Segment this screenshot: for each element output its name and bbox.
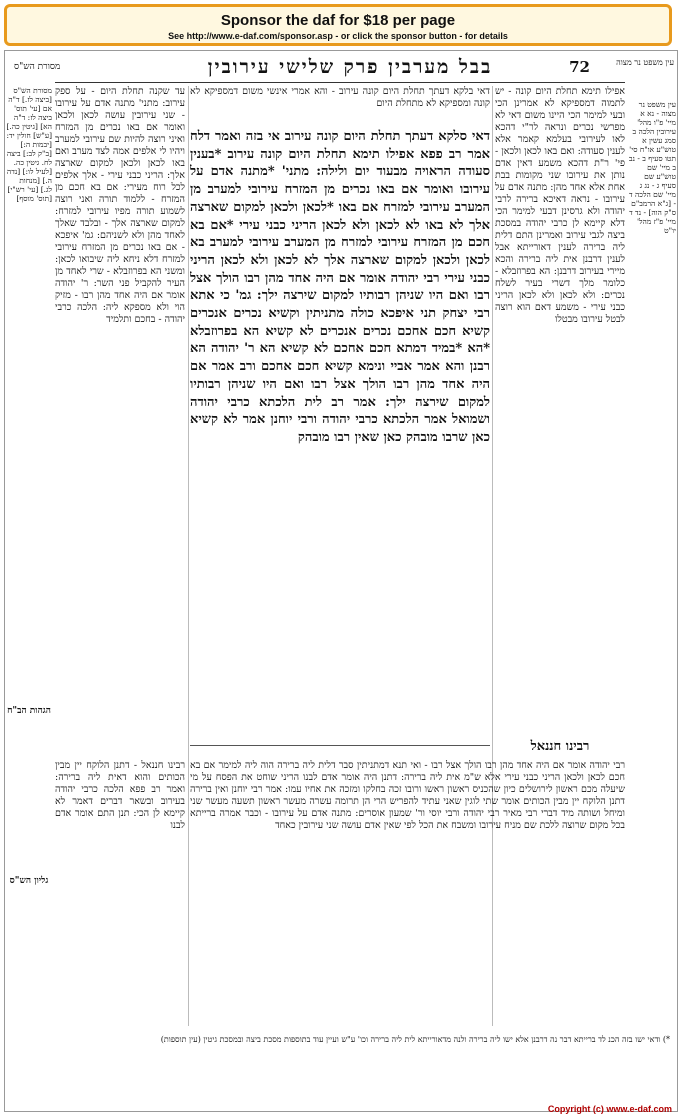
header-rule [55, 82, 625, 83]
rashi-commentary: עד שקנה תחלת היום - על ספק עירוב: מתני' מתנה אדם על עירובו - שני עירובין עושה לכאן ולכאן ואומר אם באו נכרים מן המזרח ואיני רוצה להיות שם עירובי למערב ויהיו לי אלפים אמה לצד מערב ואם באו לכאן ולכאן למקום שארצה אלך: הריני כבני עירי - אלך אלפים לכל רוח מעירי: אם בא חכם מן המזרח - ללמוד תורה ואני רוצה לשמוע תורה מפיו עירובי למזרח: למקום שארצה אלך - ובלבד שאלך לאחד מהן ולא לשניהם: גמ' איפכא - אם באו נכרים מן המזרח עירובי למזרח דלא ניחא ליה שיבואו לכאן: ומשני הא בפרוזבלא - שרי לאחד מן העיר להקביל פני השר: ר' יהודה אומר אם היה אחד מהן רבו - מזיק הוי ולא מספקא ליה: הלכה כרבי יהודה - בחכם ותלמיד [55, 86, 185, 325]
page-header [0, 56, 680, 82]
rabbeinu-chananel-heading: רבינו חננאל [530, 739, 590, 754]
sponsor-title[interactable]: Sponsor the daf for $18 per page [220, 12, 456, 29]
masoret-hashas-margin: מסורת הש"ס [ביצה לז.] ד"ה אם [עי' תוס' ביצה לז: ד"ה הא] [גיטין כה.] [ע"ש] חולין יד: [יבמות ה:] [ב"ק לב:] ביצה לח. גיטין כה. [לעיל לו:] [נדה ה.] [מנחות לג.] [עי' רש"י] [תוס' מוסף] [6, 86, 52, 203]
section-separator [190, 745, 490, 746]
main-text-intro: דאי בלקא דעתך תחלת היום קונה עירוב - והא אמרי אינשי משום דמספיקא לא קונה ומספיקא לא מתחלת היום [190, 86, 490, 109]
gemara-text: דאי סלקא דעתך תחלת היום קונה עירוב אי בזה ואמר דלח אמר רב פפא אפילו תימא תחלת היום קונה עירוב *בענין סעודה הראויה מבעוד יום ולילה: מתני' *מתנה אדם על עירובו ואומר אם באו נכרים מן המזרח עירובי למערב מן המערב עירובי למזרח אם באו *לכאן ולכאן למקום שארצה אלך לא באו לא לכאן ולא לכאן הריני כבני עירי *אם בא חכם מן המזרח עירובי למזרח מן המערב עירובי למערב בא לכאן ולכאן למקום שארצה אלך לא לכאן ולא לכאן הריני כבני עירי רבי יהודה אומר אם היה אחד מהן רבו הולך אצל רבו ואם היו שניהן רבותיו למקום שירצה ילך: גמ' כי אתא רבי יצחק תני איפכא כולה מתניתין וקשיא נכרים אנכרים קשיא חכם אחכם נכרים אנכרים לא קשיא הא בפרוזבלא *הא *במיד דמתא חכם אחכם לא קשיא הא ר' יהודה הא רבנן והא אמר אביי ונימא קשיא חכם אחכם ורב אמר אם היה אחד מהן רבו הולך אצל רבו ואם היו שניהן רבותיו למקום שירצה ילך: אמר רב לית הלכתא כרבי יהודה ושמואל אמר הלכתא כרבי יהודה ורבי יוחנן אמר לא קשיא כאן שרבו מובהק כאן שאין רבו מובהק [190, 129, 490, 445]
gilyon-heading: גליון הש"ס [9, 876, 49, 886]
page-title: בבל מערבין פרק שלישי עירובין [207, 56, 493, 78]
hagahot-heading: הגהות הב"ח [7, 706, 51, 716]
ein-mishpat-label: עין משפט נר מצוה [616, 58, 674, 67]
lower-left-commentary: רבינו חננאל - דתנן הלוקח יין מבין הכותים והוא דאית ליה ברירה: ואמר רב פפא הלכה כרבי יהודה בעירוב ובשאר דברים דאמר לא קיימא לן הכי: תנן התם אומר אדם לבנו [55, 760, 185, 831]
page-number: 72 [569, 58, 590, 76]
ein-mishpat-margin: עין משפט נר מצוה - נא א מיי' פ"ו מהל' עירובין הלכה ב סמג עשין א טוש"ע או"ח סי' תטו סעיף ב - נב ב מיי' שם טוש"ע שם סעיף ג - נג ג מיי' שם הלכה ד - [ג"א הרמב"ם ס"ק הוה] - נד ד מיי' פ"ז מהל' יו"ט [628, 100, 676, 235]
lower-commentary: רבי יהודה אומר אם היה אחד מהן רבו הולך אצל רבו - ואי תנא דמתניתין סבר דלית ליה ברירה הוה ליה למימר אם בא חכם לכאן ולכאן הריני כבני עירי אלא ש"מ אית ליה ברירה: דתנן היה אומר אדם לבנו הריני שוחט את הפסח על מי שיעלה מכם ראשון לירושלים כיון שהכניס ראשון ראשו ורובו זכה בחלקו ומזכה את אחיו עמו: אמר רבי יוחנן ואין ברירה דתנן הלוקח יין מבין הכותים אומר שתי לוגין שאני עתיד להפריש הרי הן תרומה עשרה מעשר ראשון תשעה מעשר שני ומיחל ושותה מיד דברי רבי מאיר רבי יהודה ורבי יוסי ור' שמעון אוסרים: מתנה אדם על עירובו - וכבר אמרה ברייתא בכל מקום שרוצה ללכת שם מניח עירובו ומשבח את הכל לפי שאין אדם עושה שני עירובין כאחד [190, 760, 625, 831]
masoret-label: מסורת הש"ס [14, 62, 61, 72]
copyright-link[interactable]: Copyright (c) www.e-daf.com [547, 1104, 672, 1114]
footnote: *) ודאי ישו בזה הכנ לד ברייתא דבר נה דרבנן אלא ישו ליה ברירה ולנה מדאורייתא לית ליה ברירה וכו' ע"ש ועיין עוד בתוספות מסכת ביצה ובמסכת גיטין (עין תוספות) [160, 1035, 670, 1044]
column-divider [188, 86, 189, 1026]
tosafot-commentary: אפילו תימא תחלת היום קונה - יש לתמוה דמספיקא לא אמרינן הכי ובעי למימר הכי היינו משום דאי לא מפרשי נכרים ונראה לר"י דהכא לאו לעירובי בעלמא קאמר אלא לענין סעודה: ואם באו לכאן ולכאן - פי' ר"ת דהכא משמע דאין אדם נותן את עירובו שני מקומות בבת אחת אלא אחד מהן: מתנה אדם על עירובו - נראה דאיכא ברירה לרבי יהודה ולא גרסינן דבעי למימר הכי דלא קיימא לן כרבי יהודה במסכת ביצה לגבי עירוב ואמרינן התם דלית ליה ברירה לענין דאורייתא אבל לענין דרבנן אית ליה ברירה והכא מיירי בעירוב דרבנן: הא בפרוזבלא - כלומר מלך דשרי בעיר לשלח נכרים: ולא לכאן ולא לכאן הריני כבני עירי - משמע דאם הוא רוצה לבטל עירובו מבטלו [495, 86, 625, 325]
sponsor-subtitle[interactable]: See http://www.e-daf.com/sponsor.asp - or click the sponsor button - for details [168, 31, 508, 41]
sponsor-banner[interactable] [4, 4, 672, 46]
